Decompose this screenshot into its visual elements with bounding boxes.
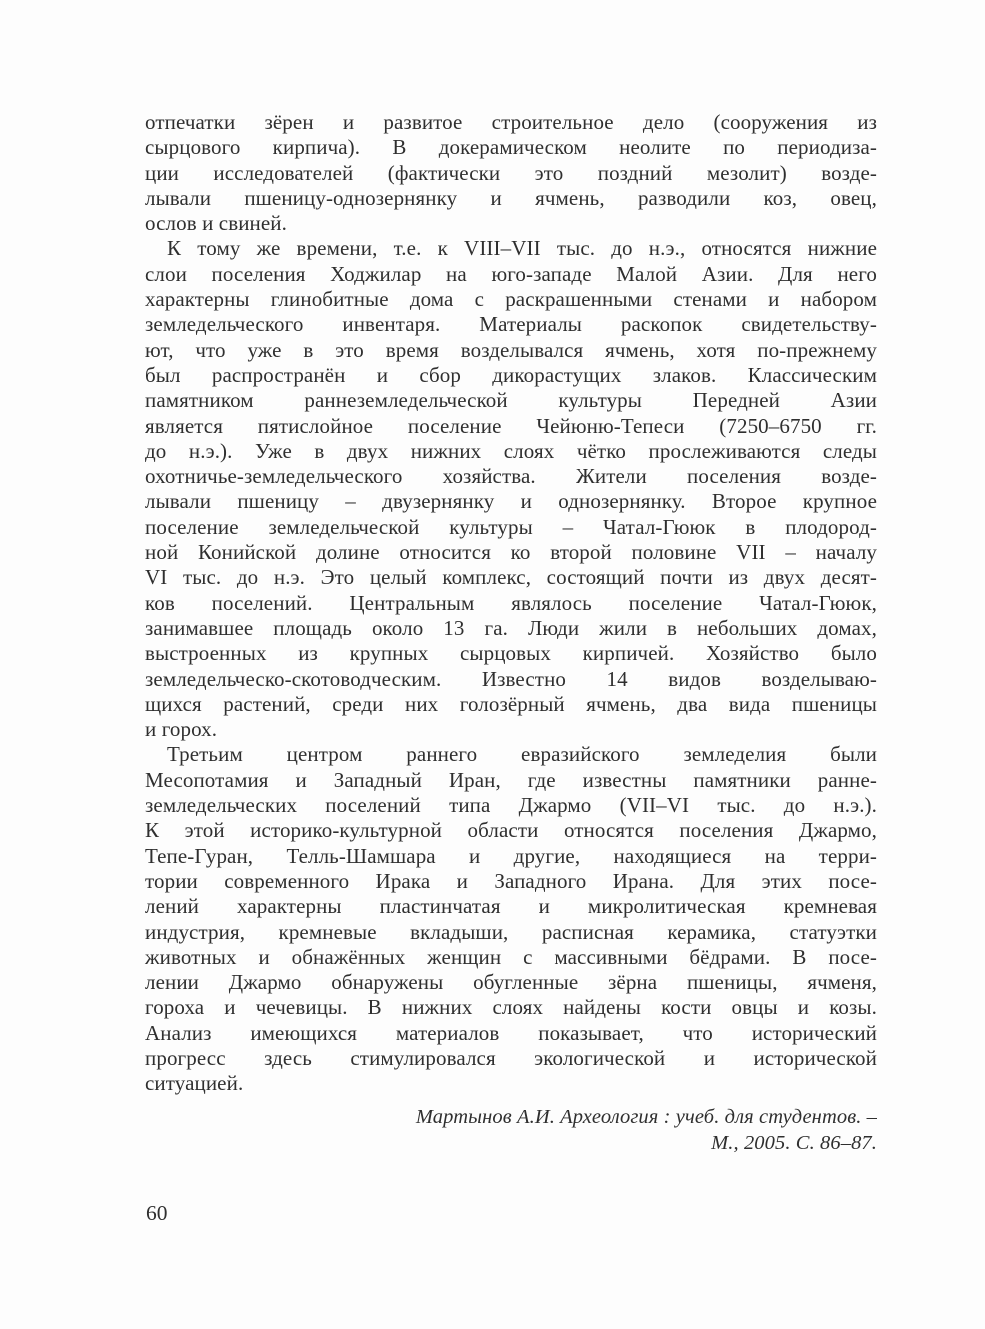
text-line: охотничье-земледельческого хозяйства. Жители поселения возде-: [145, 464, 877, 489]
text-line: индустрия, кремневые вкладыши, расписная керамика, статуэтки: [145, 919, 877, 944]
text-line: был распространён и сбор дикорастущих злаков. Классическим: [145, 362, 877, 387]
text-line: земледельческого инвентаря. Материалы раскопок свидетельству-: [145, 312, 877, 337]
text-line: Третьим центром раннего евразийского земледелия были: [167, 742, 877, 767]
text-line: земледельческо-скотоводческим. Известно 14 видов возделываю-: [145, 666, 877, 691]
text-line: VI тыс. до н.э. Это целый комплекс, состоящий почти из двух десят-: [145, 565, 877, 590]
text-line: выстроенных из крупных сырцовых кирпичей. Хозяйство было: [145, 641, 877, 666]
paragraph: [145, 110, 877, 236]
text-line: ситуацией.: [145, 1071, 244, 1096]
text-line: является пятислойное поселение Чейюню-Тепеси (7250–6750 гг.: [145, 413, 877, 438]
text-line: ют, что уже в это время возделывался ячмень, хотя по-прежнему: [145, 337, 877, 362]
text-line: характерны глинобитные дома с раскрашенными стенами и набором: [145, 287, 877, 312]
text-line: Месопотамия и Западный Иран, где известны памятники ранне-: [145, 767, 877, 792]
text-line: поселение земледельческой культуры – Чатал-Гююк в плодород-: [145, 514, 877, 539]
text-line: Анализ имеющихся материалов показывает, что исторический: [145, 1020, 877, 1045]
citation: [145, 1104, 877, 1156]
text-line: лений характерны пластинчатая и микролитическая кремневая: [145, 894, 877, 919]
text-line: земледельческих поселений типа Джармо (VII–VI тыс. до н.э.).: [145, 793, 877, 818]
text-line: лывали пшеницу – двузернянку и однозернянку. Второе крупное: [145, 489, 877, 514]
page-number: 60: [146, 1201, 168, 1225]
text-line: занимавшее площадь около 13 га. Люди жили в небольших домах,: [145, 615, 877, 640]
paragraph: [145, 742, 877, 1096]
paragraphs-container: [145, 110, 877, 1097]
text-line: ции исследователей (фактически это поздний мезолит) возде-: [145, 160, 877, 185]
paragraph: [145, 236, 877, 742]
text-line: животных и обнажённых женщин с массивными бёдрами. В посе-: [145, 944, 877, 969]
text-line: до н.э.). Уже в двух нижних слоях чётко прослеживаются следы: [145, 438, 877, 463]
text-line: слои поселения Ходжилар на юго-западе Малой Азии. Для него: [145, 261, 877, 286]
citation-line: Мартынов А.И. Археология : учеб. для студентов. –: [415, 1105, 877, 1128]
text-line: тории современного Ирака и Западного Ирана. Для этих посе-: [145, 868, 877, 893]
text-line: ной Конийской долине относится ко второй половине VII – началу: [145, 540, 877, 565]
text-line: лении Джармо обнаружены обугленные зёрна пшеницы, ячменя,: [145, 970, 877, 995]
text-line: отпечатки зёрен и развитое строительное дело (сооружения из: [145, 110, 877, 134]
text-line: ослов и свиней.: [145, 211, 287, 236]
text-line: К тому же времени, т.е. к VIII–VII тыс. до н.э., относятся нижние: [167, 236, 877, 261]
text-line: сырцового кирпича). В докерамическом неолите по периодиза-: [145, 135, 877, 160]
text-line: ков поселений. Центральным являлось поселение Чатал-Гююк,: [145, 590, 877, 615]
citation-line: М., 2005. С. 86–87.: [711, 1131, 877, 1154]
text-line: гороха и чечевицы. В нижних слоях найдены кости овцы и козы.: [145, 995, 877, 1020]
text-line: К этой историко-культурной области относятся поселения Джармо,: [145, 818, 877, 843]
text-line: лывали пшеницу-однозернянку и ячмень, разводили коз, овец,: [145, 185, 877, 210]
text-line: памятником раннеземледельческой культуры Передней Азии: [145, 388, 877, 413]
page-text: [145, 110, 877, 1156]
text-line: и горох.: [145, 717, 218, 742]
text-line: прогресс здесь стимулировался экологической и исторической: [145, 1045, 877, 1070]
text-line: Тепе-Гуран, Телль-Шамшара и другие, находящиеся на терри-: [145, 843, 877, 868]
text-line: щихся растений, среди них голозёрный ячмень, два вида пшеницы: [145, 691, 877, 716]
